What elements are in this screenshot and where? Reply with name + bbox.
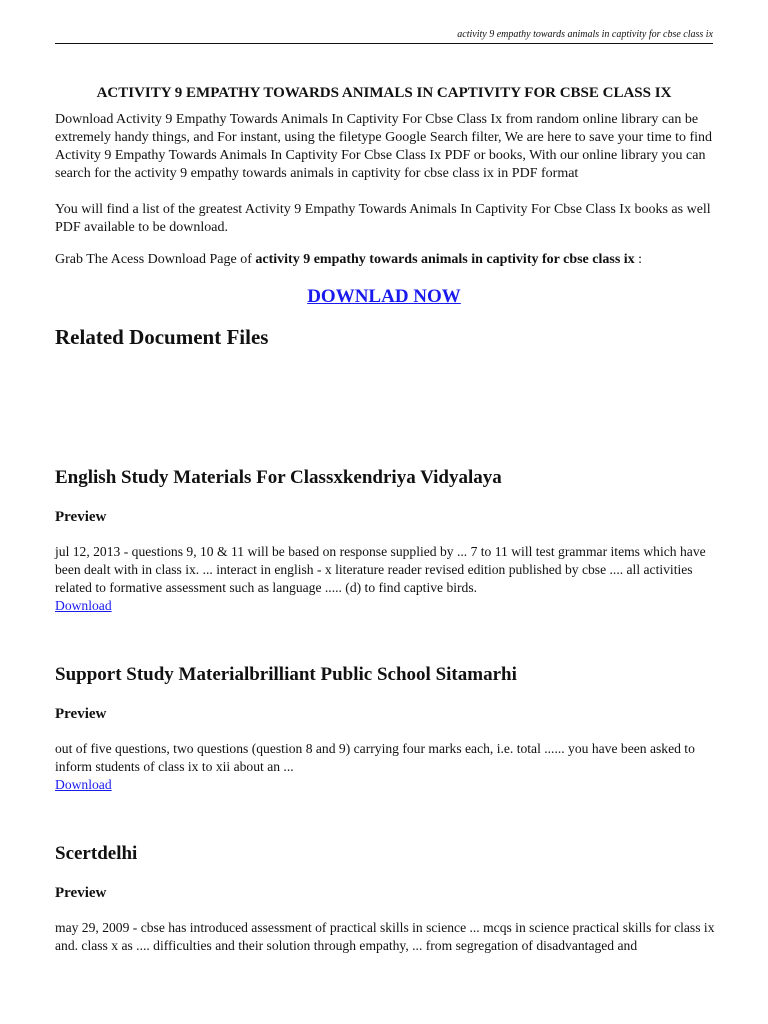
download-now-link[interactable]: DOWNLAD NOW xyxy=(307,286,461,307)
entry-title: English Study Materials For Classxkendriya Vidyalaya xyxy=(55,467,502,488)
entry-snippet: out of five questions, two questions (question 8 and 9) carrying four marks each, i.e. total ...... you have been asked to inform students of class ix to xii about an ... xyxy=(55,741,695,774)
entry-preview-label: Preview xyxy=(55,885,107,901)
entry-snippet: may 29, 2009 - cbse has introduced assessment of practical skills in science ... mcqs in science practical skills for class ix and. class x as .... difficulties and their solution through empathy, ... from segregation of disadvantaged and xyxy=(55,920,715,953)
download-now-container xyxy=(55,286,713,308)
entry-download-container xyxy=(55,776,112,794)
document-title: ACTIVITY 9 EMPATHY TOWARDS ANIMALS IN CAPTIVITY FOR CBSE CLASS IX xyxy=(96,85,672,101)
list-paragraph: You will find a list of the greatest Activity 9 Empathy Towards Animals In Captivity For Cbse Class Ix books as well PDF available to be download. xyxy=(55,202,711,235)
grab-suffix: : xyxy=(634,252,643,267)
entry-preview-label: Preview xyxy=(55,509,107,525)
entry-download-link[interactable]: Download xyxy=(55,598,112,613)
intro-paragraph: Download Activity 9 Empathy Towards Animals In Captivity For Cbse Class Ix from random online library can be extremely handy things, and For instant, using the filetype Google Search filter, We are here to save your time to find Activity 9 Empathy Towards Animals In Captivity For Cbse Class Ix PDF or books, With our online library you can search for the activity 9 empathy towards animals in captivity for cbse class ix in PDF format xyxy=(55,112,713,181)
entry-snippet: jul 12, 2013 - questions 9, 10 & 11 will be based on response supplied by ... 7 to 11 will test grammar items which have been dealt with in class ix. ... interact in english - x literature reader revised edition published by cbse .... all activities related to formative assessment such as language ..... (d) to find captive birds. xyxy=(55,544,706,595)
entry-download-link[interactable]: Download xyxy=(55,777,112,792)
related-heading: Related Document Files xyxy=(55,325,269,349)
grab-paragraph xyxy=(55,251,717,269)
header-divider xyxy=(55,43,713,44)
entry-download-container xyxy=(55,597,112,615)
grab-bold-title: activity 9 empathy towards animals in captivity for cbse class ix xyxy=(255,252,635,267)
entry-title: Support Study Materialbrilliant Public School Sitamarhi xyxy=(55,664,517,685)
entry-preview-label: Preview xyxy=(55,706,107,722)
entry-title: Scertdelhi xyxy=(55,843,138,864)
running-header: activity 9 empathy towards animals in captivity for cbse class ix xyxy=(457,29,713,40)
grab-prefix: Grab The Acess Download Page of xyxy=(55,252,256,267)
